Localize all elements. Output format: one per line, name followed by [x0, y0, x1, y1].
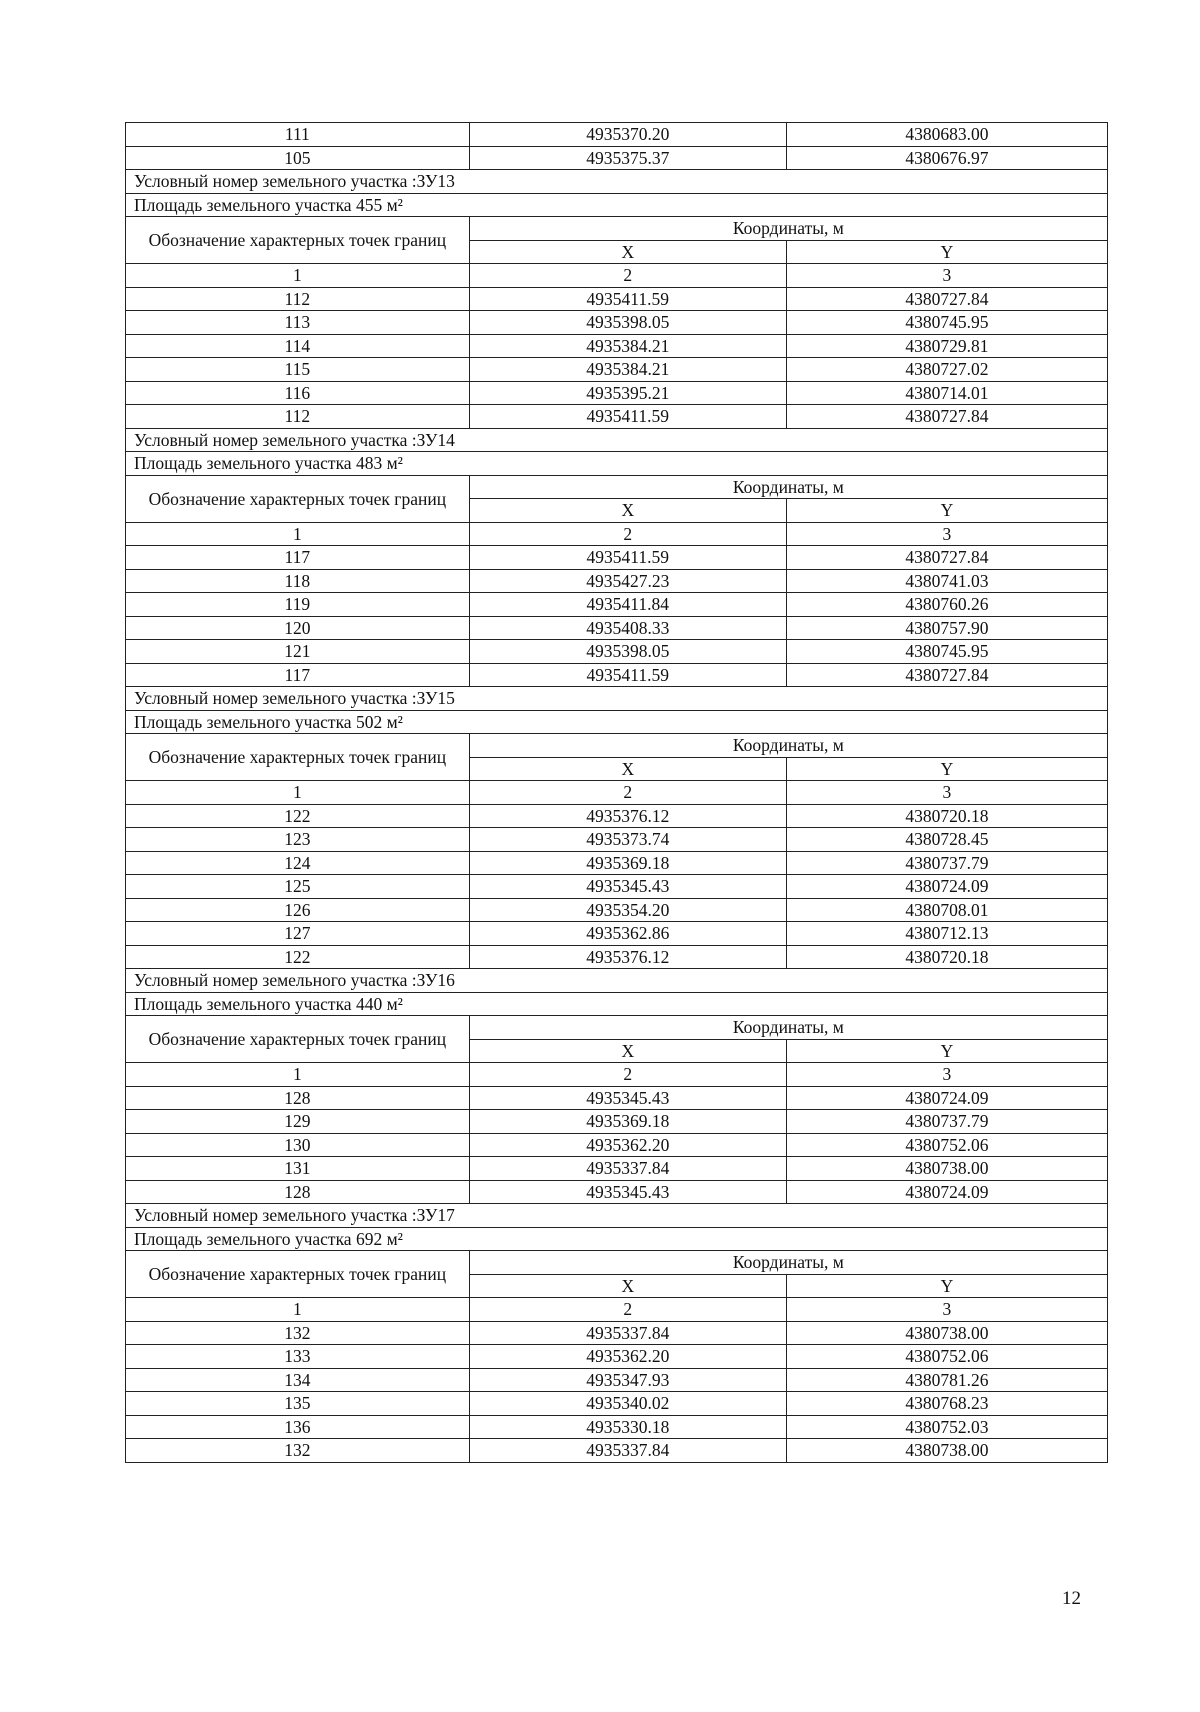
table-row	[126, 1133, 1108, 1157]
x-coordinate-cell: 4935395.21	[469, 381, 786, 405]
x-coordinate-cell: 4935370.20	[469, 123, 786, 147]
table-row	[126, 1392, 1108, 1416]
column-number-2: 2	[469, 522, 786, 546]
x-coordinate-cell: 4935376.12	[469, 945, 786, 969]
plot-area-unit: м²	[386, 711, 403, 732]
point-id-cell: 122	[126, 945, 470, 969]
y-coordinate-cell: 4380683.00	[786, 123, 1107, 147]
header-row	[126, 734, 1108, 758]
table-row	[126, 358, 1108, 382]
y-header: Y	[786, 757, 1107, 781]
table-row	[126, 287, 1108, 311]
table-row	[126, 898, 1108, 922]
plot-area-unit: м²	[386, 1228, 403, 1249]
x-coordinate-cell: 4935398.05	[469, 640, 786, 664]
column-number-row	[126, 781, 1108, 805]
point-id-cell: 120	[126, 616, 470, 640]
plot-area-row	[126, 193, 1108, 217]
table-row	[126, 922, 1108, 946]
y-coordinate-cell: 4380760.26	[786, 593, 1107, 617]
table-row	[126, 146, 1108, 170]
x-header: X	[469, 499, 786, 523]
coordinates-header: Координаты, м	[469, 734, 1107, 758]
plot-area-unit: м²	[386, 993, 403, 1014]
plot-area-row	[126, 710, 1108, 734]
column-number-1: 1	[126, 1063, 470, 1087]
table-row	[126, 311, 1108, 335]
x-coordinate-cell: 4935362.20	[469, 1133, 786, 1157]
y-coordinate-cell: 4380737.79	[786, 1110, 1107, 1134]
plot-number-label: Условный номер земельного участка	[134, 429, 408, 450]
point-id-cell: 116	[126, 381, 470, 405]
plot-area-cell	[126, 710, 1108, 734]
x-coordinate-cell: 4935330.18	[469, 1415, 786, 1439]
table-row	[126, 334, 1108, 358]
plot-number-label: Условный номер земельного участка	[134, 970, 408, 990]
x-coordinate-cell: 4935373.74	[469, 828, 786, 852]
coordinates-table	[125, 122, 1108, 1463]
column-number-row	[126, 522, 1108, 546]
point-id-cell: 132	[126, 1439, 470, 1463]
coordinates-header: Координаты, м	[469, 475, 1107, 499]
plot-number-row	[126, 428, 1108, 452]
x-coordinate-cell: 4935337.84	[469, 1321, 786, 1345]
table-row	[126, 875, 1108, 899]
column-number-row	[126, 264, 1108, 288]
table-row	[126, 1180, 1108, 1204]
plot-area-row	[126, 452, 1108, 476]
plot-area-cell	[126, 1227, 1108, 1251]
coordinates-header: Координаты, м	[469, 217, 1107, 241]
plot-area-label: Площадь земельного участка	[134, 1228, 352, 1249]
table-row	[126, 1345, 1108, 1369]
header-row	[126, 1016, 1108, 1040]
coordinates-header: Координаты, м	[469, 1016, 1107, 1040]
table-row	[126, 851, 1108, 875]
x-coordinate-cell: 4935411.59	[469, 546, 786, 570]
y-coordinate-cell: 4380738.00	[786, 1157, 1107, 1181]
x-coordinate-cell: 4935384.21	[469, 334, 786, 358]
y-coordinate-cell: 4380727.84	[786, 546, 1107, 570]
point-id-cell: 113	[126, 311, 470, 335]
y-header: Y	[786, 240, 1107, 264]
column-number-1: 1	[126, 522, 470, 546]
plot-number-cell	[126, 687, 1108, 711]
plot-area-cell	[126, 992, 1108, 1016]
table-row	[126, 1439, 1108, 1463]
plot-area-value: 440	[355, 993, 383, 1014]
plot-number-cell	[126, 170, 1108, 194]
y-coordinate-cell: 4380720.18	[786, 804, 1107, 828]
x-coordinate-cell: 4935411.59	[469, 663, 786, 687]
coordinates-document	[125, 122, 1108, 1463]
y-coordinate-cell: 4380728.45	[786, 828, 1107, 852]
points-header: Обозначение характерных точек границ	[126, 1251, 470, 1298]
plot-area-value: 502	[355, 711, 383, 732]
plot-number-row	[126, 687, 1108, 711]
point-id-cell: 119	[126, 593, 470, 617]
y-coordinate-cell: 4380727.84	[786, 287, 1107, 311]
x-coordinate-cell: 4935369.18	[469, 851, 786, 875]
table-row	[126, 546, 1108, 570]
points-header: Обозначение характерных точек границ	[126, 1016, 470, 1063]
point-id-cell: 127	[126, 922, 470, 946]
column-number-1: 1	[126, 1298, 470, 1322]
point-id-cell: 112	[126, 287, 470, 311]
column-number-2: 2	[469, 264, 786, 288]
table-row	[126, 945, 1108, 969]
table-row	[126, 123, 1108, 147]
table-row	[126, 569, 1108, 593]
column-number-3: 3	[786, 264, 1107, 288]
y-coordinate-cell: 4380724.09	[786, 875, 1107, 899]
x-coordinate-cell: 4935408.33	[469, 616, 786, 640]
column-number-2: 2	[469, 781, 786, 805]
plot-number-value: :ЗУ17	[411, 1205, 455, 1225]
plot-area-value: 455	[355, 194, 383, 215]
point-id-cell: 124	[126, 851, 470, 875]
table-row	[126, 1086, 1108, 1110]
plot-area-row	[126, 1227, 1108, 1251]
table-row	[126, 1368, 1108, 1392]
x-coordinate-cell: 4935376.12	[469, 804, 786, 828]
x-coordinate-cell: 4935345.43	[469, 1086, 786, 1110]
x-coordinate-cell: 4935345.43	[469, 1180, 786, 1204]
column-number-2: 2	[469, 1298, 786, 1322]
point-id-cell: 131	[126, 1157, 470, 1181]
column-number-row	[126, 1063, 1108, 1087]
column-number-1: 1	[126, 781, 470, 805]
point-id-cell: 123	[126, 828, 470, 852]
y-coordinate-cell: 4380727.02	[786, 358, 1107, 382]
y-coordinate-cell: 4380712.13	[786, 922, 1107, 946]
x-coordinate-cell: 4935354.20	[469, 898, 786, 922]
point-id-cell: 117	[126, 546, 470, 570]
y-header: Y	[786, 1274, 1107, 1298]
point-id-cell: 114	[126, 334, 470, 358]
plot-number-cell	[126, 1204, 1108, 1228]
x-coordinate-cell: 4935398.05	[469, 311, 786, 335]
table-row	[126, 1415, 1108, 1439]
y-coordinate-cell: 4380738.00	[786, 1439, 1107, 1463]
column-number-2: 2	[469, 1063, 786, 1087]
point-id-cell: 132	[126, 1321, 470, 1345]
plot-number-label: Условный номер земельного участка	[134, 688, 408, 708]
plot-number-row	[126, 1204, 1108, 1228]
column-number-1: 1	[126, 264, 470, 288]
plot-area-label: Площадь земельного участка	[134, 194, 352, 215]
x-coordinate-cell: 4935337.84	[469, 1157, 786, 1181]
x-coordinate-cell: 4935427.23	[469, 569, 786, 593]
table-row	[126, 616, 1108, 640]
plot-number-value: :ЗУ15	[411, 688, 455, 708]
point-id-cell: 133	[126, 1345, 470, 1369]
x-coordinate-cell: 4935362.20	[469, 1345, 786, 1369]
x-header: X	[469, 1039, 786, 1063]
table-row	[126, 828, 1108, 852]
column-number-3: 3	[786, 522, 1107, 546]
y-coordinate-cell: 4380727.84	[786, 663, 1107, 687]
x-coordinate-cell: 4935411.59	[469, 287, 786, 311]
point-id-cell: 129	[126, 1110, 470, 1134]
x-header: X	[469, 757, 786, 781]
point-id-cell: 134	[126, 1368, 470, 1392]
plot-area-label: Площадь земельного участка	[134, 453, 352, 473]
y-coordinate-cell: 4380676.97	[786, 146, 1107, 170]
coordinates-table-body	[126, 123, 1108, 1463]
y-coordinate-cell: 4380727.84	[786, 405, 1107, 429]
point-id-cell: 117	[126, 663, 470, 687]
point-id-cell: 122	[126, 804, 470, 828]
table-row	[126, 663, 1108, 687]
x-coordinate-cell: 4935411.59	[469, 405, 786, 429]
x-coordinate-cell: 4935347.93	[469, 1368, 786, 1392]
y-header: Y	[786, 1039, 1107, 1063]
plot-number-row	[126, 170, 1108, 194]
x-coordinate-cell: 4935362.86	[469, 922, 786, 946]
page-number: 12	[1062, 1588, 1081, 1609]
table-row	[126, 1321, 1108, 1345]
y-coordinate-cell: 4380708.01	[786, 898, 1107, 922]
y-coordinate-cell: 4380752.06	[786, 1133, 1107, 1157]
y-coordinate-cell: 4380724.09	[786, 1086, 1107, 1110]
column-number-row	[126, 1298, 1108, 1322]
point-id-cell: 130	[126, 1133, 470, 1157]
table-row	[126, 405, 1108, 429]
table-row	[126, 804, 1108, 828]
y-coordinate-cell: 4380737.79	[786, 851, 1107, 875]
plot-area-label: Площадь земельного участка	[134, 711, 352, 732]
column-number-3: 3	[786, 781, 1107, 805]
y-coordinate-cell: 4380757.90	[786, 616, 1107, 640]
plot-number-row	[126, 969, 1108, 993]
table-row	[126, 640, 1108, 664]
point-id-cell: 111	[126, 123, 470, 147]
y-header: Y	[786, 499, 1107, 523]
y-coordinate-cell: 4380745.95	[786, 640, 1107, 664]
point-id-cell: 115	[126, 358, 470, 382]
plot-number-value: :ЗУ14	[411, 429, 455, 450]
point-id-cell: 105	[126, 146, 470, 170]
points-header: Обозначение характерных точек границ	[126, 734, 470, 781]
x-coordinate-cell: 4935345.43	[469, 875, 786, 899]
y-coordinate-cell: 4380738.00	[786, 1321, 1107, 1345]
point-id-cell: 121	[126, 640, 470, 664]
plot-area-value: 692	[355, 1228, 383, 1249]
plot-number-cell	[126, 969, 1108, 993]
plot-area-value: 483	[355, 453, 383, 473]
y-coordinate-cell: 4380714.01	[786, 381, 1107, 405]
point-id-cell: 128	[126, 1086, 470, 1110]
header-row	[126, 217, 1108, 241]
y-coordinate-cell: 4380781.26	[786, 1368, 1107, 1392]
point-id-cell: 128	[126, 1180, 470, 1204]
point-id-cell: 112	[126, 405, 470, 429]
plot-number-value: :ЗУ16	[411, 970, 455, 990]
x-coordinate-cell: 4935411.84	[469, 593, 786, 617]
plot-area-unit: м²	[386, 453, 403, 473]
plot-area-label: Площадь земельного участка	[134, 993, 352, 1014]
x-header: X	[469, 1274, 786, 1298]
plot-area-unit: м²	[386, 194, 403, 215]
x-coordinate-cell: 4935337.84	[469, 1439, 786, 1463]
x-header: X	[469, 240, 786, 264]
table-row	[126, 593, 1108, 617]
y-coordinate-cell: 4380724.09	[786, 1180, 1107, 1204]
points-header: Обозначение характерных точек границ	[126, 217, 470, 264]
points-header: Обозначение характерных точек границ	[126, 475, 470, 522]
column-number-3: 3	[786, 1298, 1107, 1322]
table-row	[126, 1157, 1108, 1181]
x-coordinate-cell: 4935375.37	[469, 146, 786, 170]
point-id-cell: 118	[126, 569, 470, 593]
plot-number-cell	[126, 428, 1108, 452]
header-row	[126, 475, 1108, 499]
plot-number-label: Условный номер земельного участка	[134, 1205, 408, 1225]
point-id-cell: 136	[126, 1415, 470, 1439]
point-id-cell: 135	[126, 1392, 470, 1416]
y-coordinate-cell: 4380768.23	[786, 1392, 1107, 1416]
y-coordinate-cell: 4380720.18	[786, 945, 1107, 969]
coordinates-header: Координаты, м	[469, 1251, 1107, 1275]
y-coordinate-cell: 4380752.03	[786, 1415, 1107, 1439]
plot-area-row	[126, 992, 1108, 1016]
point-id-cell: 125	[126, 875, 470, 899]
column-number-3: 3	[786, 1063, 1107, 1087]
header-row	[126, 1251, 1108, 1275]
plot-number-label: Условный номер земельного участка	[134, 171, 408, 191]
point-id-cell: 126	[126, 898, 470, 922]
plot-number-value: :ЗУ13	[411, 171, 455, 191]
y-coordinate-cell: 4380741.03	[786, 569, 1107, 593]
y-coordinate-cell: 4380745.95	[786, 311, 1107, 335]
plot-area-cell	[126, 452, 1108, 476]
x-coordinate-cell: 4935340.02	[469, 1392, 786, 1416]
x-coordinate-cell: 4935369.18	[469, 1110, 786, 1134]
table-row	[126, 381, 1108, 405]
y-coordinate-cell: 4380752.06	[786, 1345, 1107, 1369]
table-row	[126, 1110, 1108, 1134]
y-coordinate-cell: 4380729.81	[786, 334, 1107, 358]
plot-area-cell	[126, 193, 1108, 217]
x-coordinate-cell: 4935384.21	[469, 358, 786, 382]
